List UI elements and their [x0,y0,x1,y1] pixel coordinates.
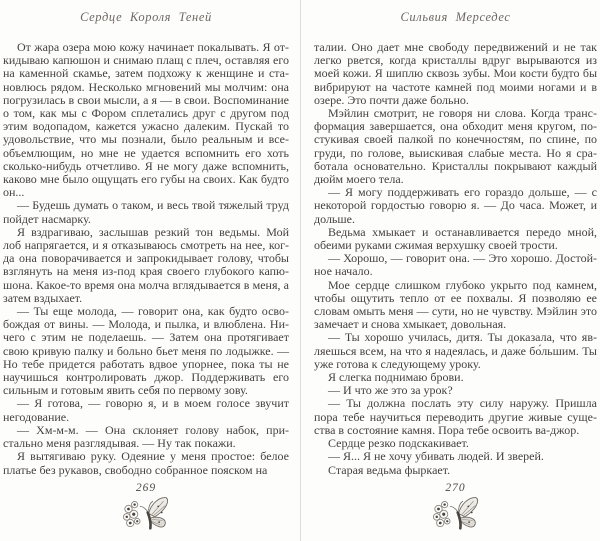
paragraph: — Хм-м-м. — Она склоняет голову набок, пристально меня разглядывая. — Ну так покажи. [3,422,289,451]
page-number: 270 [445,482,466,494]
paragraph: Ведьма хмыкает и останавливается передо мной, обеими руками сжимая верхушку своей трости. [314,224,597,253]
paragraph: — Я готова, — говорю я, и в моем голосе звучит негодование. [3,396,289,424]
paragraph: — Ты еще молода, — говорит она, как будто освобождая от вины. — Молода, и пылка, и влюблена. Ничего с этим не поделаешь. — Затем она протягивает свою кривую палку и больно бьет меня по лодыжке. — Но тебе придется работать вдвое упорнее, пока ты не научишься контролировать джор. Поддерживать его сильным и готовым явить себя по первому зову. [3,304,289,398]
paragraph: — Я могу поддерживать его гораздо дольше, — с некоторой гордостью говорю я. — До часа. Может, и дольше. [314,185,597,226]
paragraph: — Я... Я не хочу убивать людей. И зверей. [328,449,544,464]
paragraph: Старая ведьма фыркает. [328,462,451,477]
butterfly-ornament-icon [119,495,173,537]
running-header-book-title: Сердце Короля Теней [80,10,212,24]
page-left-text [3,41,289,482]
running-header-author-name: Сильвия Мерседес [400,10,511,24]
butterfly-ornament-icon [429,495,483,537]
paragraph: Я слегка поднимаю брови. [328,370,464,385]
paragraph: — И что же это за урок? [328,383,453,398]
page-right-text [314,41,597,482]
paragraph: Я вздрагиваю, заслышав резкий тон ведьмы. Мой лоб напрягается, и я отказываюсь смотреть на нее, когда она поворачивается и запрокидывает голову, чтобы взглянуть на меня из-под края своего глубокого капюшона. Какое-то время она молча вглядывается в меня, а затем вздыхает. [3,224,289,305]
paragraph: Сердце резко подскакивает. [328,436,469,451]
page-right [301,0,600,541]
paragraph: Мэйлин смотрит, не говоря ни слова. Когда трансформация завершается, она обходит меня кругом, постукивая своей палкой по конечностям, по спине, по груди, по голове, выискивая слабые места. Но я сработала основательно. Кристаллы покрывают каждый дюйм моего тела. [314,106,597,187]
paragraph: талии. Оно дает мне свободу передвижений и не так легко рвется, когда кристаллы вдруг вырываются из моей кожи. Я шиплю сквозь зубы. Мои кости будто бы вибрируют на частоте камней под моими ногами и в озере. Это почти даже больно. [314,40,597,107]
paragraph: Мое сердце слишком глубоко укрыто под камнем, чтобы ощутить тепло от ее похвалы. Я позволяю ее словам омыть меня — сути, но не чувству. Мэйлин это замечает и снова хмыкает, довольная. [314,277,597,332]
paragraph: — Будешь думать о таком, и весь твой тяжелый труд пойдет насмарку. [3,198,289,226]
paragraph: — Ты должна послать эту силу наружу. Пришла пора тебе научиться переводить другие живые существа в состояние камня. Пора тебе освоить ва-джор. [314,396,597,437]
paragraph: — Ты хорошо училась, дитя. Ты доказала, что являешься всем, на что я надеялась, и даже бо́льшим. Ты уже готова к следующему уроку. [314,330,597,371]
page-left-footer [3,482,289,541]
page-right-footer [314,482,597,541]
paragraph: От жара озера мою кожу начинает покалывать. Я откидываю капюшон и снимаю плащ с плеч, оставляя его на каменной скамье, затем подхожу к женщине и становлюсь рядом. Несколько мгновений мы молчим: она погрузилась в свои мысли, а я — в свои. Воспоминание о том, как мы с Фором сплетались друг с другом под этим водопадом, кажется ужасно далеким. Пускай то удовольствие, что мы познали, было реальным и всеобъемлющим, но мне не удается вспомнить его хоть сколько-нибудь отчетливо. Я не могу даже вспомнить, каково мне было ощущать его губы на своих. Как будто он... [3,40,289,200]
paragraph: Я вытягиваю руку. Одеяние у меня простое: белое платье без рукавов, свободно собранное пояском на [3,449,289,477]
paragraph: — Хорошо, — говорит она. — Это хорошо. Достойное начало. [314,251,597,279]
page-number: 269 [135,482,157,494]
